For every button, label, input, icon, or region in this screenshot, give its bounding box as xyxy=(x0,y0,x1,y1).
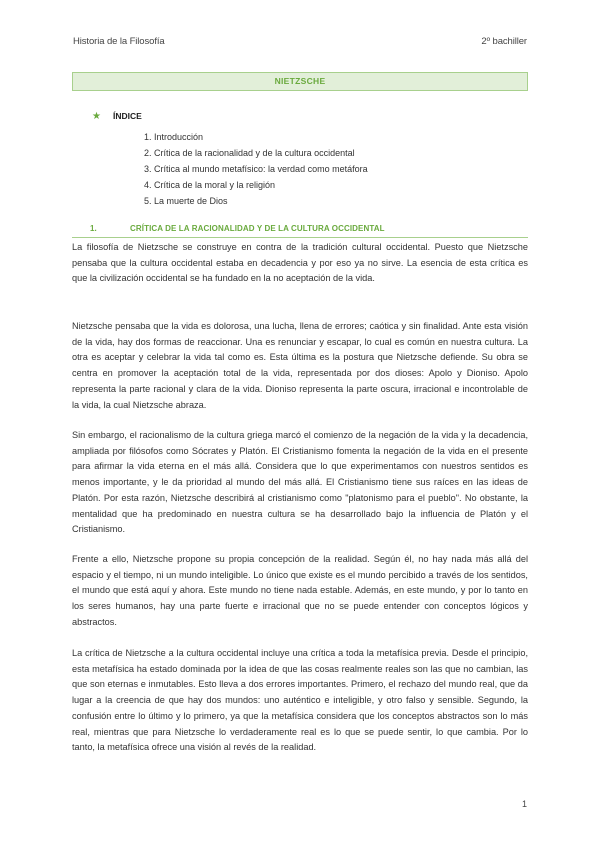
index-list xyxy=(144,129,368,209)
index-item: 2. Crítica de la racionalidad y de la cultura occidental xyxy=(144,148,355,158)
paragraph: Nietzsche pensaba que la vida es dolorosa, una lucha, llena de errores; caótica y sin finalidad. Ante esta visión de la vida, hay dos formas de reaccionar. Una es renunciar y escapar, lo cual es común en nuestra cultura. La otra es aceptar y celebrar la vida tal como es. Esta última es la postura que Nietzsche defiende. Su obra se centra en promover la aceptación total de la vida, representada por dos dioses: Apolo y Dioniso. Apolo representa la parte racional y clara de la vida. Dioniso representa la parte oscura, irracional e incontrolable de la vida, la cual Nietzsche abraza. xyxy=(72,321,528,410)
index-item: 1. Introducción xyxy=(144,132,204,142)
paragraph: Sin embargo, el racionalismo de la cultura griega marcó el comienzo de la negación de la vida y la decadencia, ampliada por filósofos como Sócrates y Platón. El Cristianismo fomenta la negación de la vida en el presente para afirmar la vida eterna en el más allá. Considera que lo que experimentamos con nuestros sentidos es menos importante, y le da prioridad al mundo del más allá. El Cristianismo tiene sus raíces en las ideas de Platón. Por esta razón, Nietzsche describirá al cristianismo como "platonismo para el pueblo". No obstante, la mentalidad que ha predominado en nuestra cultura se ha desarrollado bajo la influencia de Platón y el Cristianismo. xyxy=(72,430,528,535)
section-title: CRÍTICA DE LA RACIONALIDAD Y DE LA CULTURA OCCIDENTAL xyxy=(130,224,385,233)
section-heading xyxy=(72,224,528,238)
index-heading-label: ÍNDICE xyxy=(112,111,142,121)
page-number: 1 xyxy=(521,799,527,809)
section-number: 1. xyxy=(90,224,97,233)
paragraph: La crítica de Nietzsche a la cultura occidental incluye una crítica a toda la metafísica previa. Desde el principio, esta metafísica ha estado dominada por la idea de que las cosas realmente reales son las que no cambian, las que son eternas e inmutables. Esto lleva a dos errores importantes. Primero, el rechazo del mundo real, que da lugar a la creencia de que hay dos mundos: uno auténtico e inteligible, y otro falso y sensible. Segundo, la confusión entre lo último y lo primero, ya que la metafísica considera que los conceptos abstractos son lo más real, mientras que para Nietzsche lo verdaderamente real es lo que se puede sentir, lo que cambia. Por lo tanto, la metafísica ofrece una visión al revés de la realidad. xyxy=(72,648,528,753)
star-bullet-icon: ★ xyxy=(92,111,101,122)
document-title: NIETZSCHE xyxy=(72,72,528,91)
index-item: 3. Crítica al mundo metafísico: la verdad como metáfora xyxy=(144,164,368,174)
index-item: 5. La muerte de Dios xyxy=(144,196,228,206)
header-course: 2º bachiller xyxy=(481,36,527,47)
index-item: 4. Crítica de la moral y la religión xyxy=(144,180,276,190)
paragraph: Frente a ello, Nietzsche propone su propia concepción de la realidad. Según él, no hay nada más allá del espacio y el tiempo, ni un mundo inteligible. Lo único que existe es el mundo percibido a través de los sentidos, el mundo que está aquí y ahora. Este mundo no tiene nada estable. Además, en este mundo, y por lo tanto en los seres humanos, hay una parte fuerte e irracional que no se puede entender con conceptos lógicos y abstractos. xyxy=(72,554,528,627)
header-subject: Historia de la Filosofía xyxy=(73,36,165,47)
index-heading xyxy=(92,111,142,122)
paragraph: La filosofía de Nietzsche se construye en contra de la tradición cultural occidental. Puesto que Nietzsche pensaba que la cultura occidental estaba en decadencia y por eso ya no sirve. La esencia de esta crítica es que la civilización occidental se ha fundado en la no aceptación de la vida. xyxy=(72,242,528,284)
